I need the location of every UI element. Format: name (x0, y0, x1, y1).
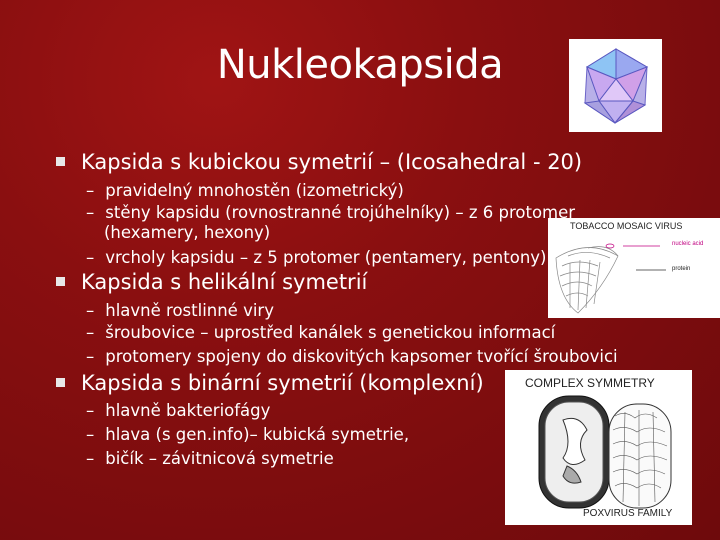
poxvirus-complex-symmetry-image (505, 370, 692, 525)
complex-symmetry-title: COMPLEX SYMMETRY (525, 376, 655, 390)
nucleic-acid-label: nucleic acid (672, 241, 704, 247)
tobacco-title: TOBACCO MOSAIC VIRUS (570, 221, 683, 231)
section-3-heading: Kapsida s binární symetrií (komplexní) (56, 371, 484, 395)
bullet-square-icon (56, 157, 65, 166)
section-2-item: – šroubovice – uprostřed kanálek s genetickou informací (86, 323, 556, 342)
slide-title: Nukleokapsida (216, 42, 504, 88)
section-2-item: – protomery spojeny do diskovitých kapsomer tvořící šroubovici (86, 347, 618, 366)
section-2-item: – hlavně rostlinné viry (86, 301, 274, 320)
section-1-heading: Kapsida s kubickou symetrií – (Icosahedral - 20) (56, 150, 582, 174)
section-1-item: (hexamery, hexony) (104, 223, 271, 242)
section-3-item: – hlavně bakteriofágy (86, 401, 271, 420)
tobacco-mosaic-virus-image (548, 218, 720, 318)
poxvirus-caption: POXVIRUS FAMILY (583, 508, 673, 519)
bullet-square-icon (56, 277, 65, 286)
section-3-item: – hlava (s gen.info)– kubická symetrie, (86, 425, 410, 444)
section-2-heading: Kapsida s helikální symetrií (56, 270, 367, 294)
section-1-item: – vrcholy kapsidu – z 5 protomer (pentamery, pentony) (86, 248, 547, 267)
protein-label: protein (672, 266, 691, 272)
bullet-square-icon (56, 378, 65, 387)
section-1-item: – stěny kapsidu (rovnostranné trojúhelníky) – z 6 protomer (86, 203, 576, 222)
section-3-item: – bičík – závitnicová symetrie (86, 449, 334, 468)
section-1-item: – pravidelný mnohostěn (izometrický) (86, 181, 404, 200)
icosahedron-image (569, 39, 662, 132)
